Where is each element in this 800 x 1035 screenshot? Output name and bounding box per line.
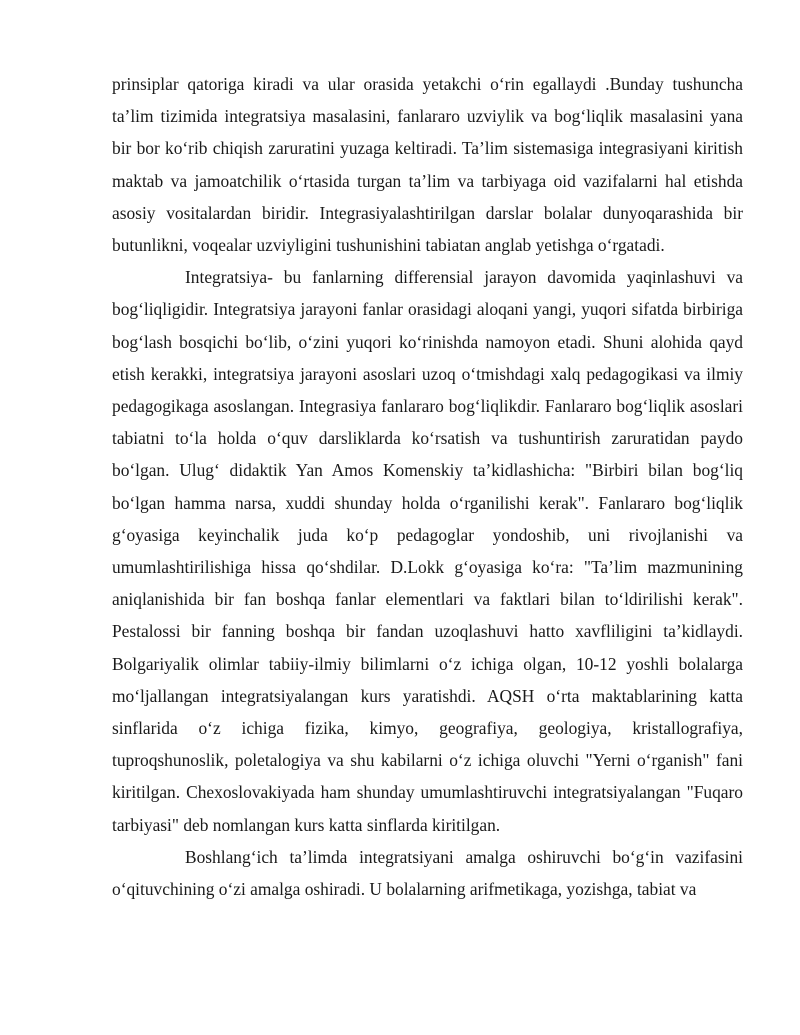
paragraph-1: prinsiplar qatoriga kiradi va ular orasida yetakchi o‘rin egallaydi .Bunday tushuncha ta’lim tizimida integratsiya masalasini, fanlararo uzviylik va bog‘liqlik masalasini yana bir bor ko‘rib chiqish zaruratini yuzaga keltiradi. Ta’lim sistemasiga integrasiyani kiritish maktab va jamoatchilik o‘rtasida turgan ta’lim va tarbiyaga oid vazifalarni hal etishda asosiy vositalardan biridir. Integrasiyalashtirilgan darslar bolalar dunyoqarashida bir butunlikni, voqealar uzviyligini tushunishini tabiatan anglab yetishga o‘rgatadi. <box>112 74 743 256</box>
document-page <box>112 68 743 905</box>
paragraph-3: Boshlang‘ich ta’limda integratsiyani amalga oshiruvchi bo‘g‘in vazifasini o‘qituvchining o‘zi amalga oshiradi. U bolalarning arifmetikaga, yozishga, tabiat va <box>112 846 743 900</box>
paragraph-2: Integratsiya- bu fanlarning differensial jarayon davomida yaqinlashuvi va bog‘liqligidir. Integratsiya jarayoni fanlar orasidagi aloqani yangi, yuqori sifatda birbiriga bog‘lash bosqichi bo‘lib, o‘zini yuqori ko‘rinishda namoyon etadi. Shuni alohida qayd etish kerakki, integratsiya jarayoni asoslari uzoq o‘tmishdagi xalq pedagogikasi va ilmiy pedagogikaga asoslangan. Integrasiya fanlararo bog‘liqlikdir. Fanlararo bog‘liqlik asoslari tabiatni to‘la holda o‘quv darsliklarda ko‘rsatish va tushuntirish zaruratidan paydo bo‘lgan. Ulug‘ didaktik Yan Amos Komenskiy ta’kidlashicha: "Birbiri bilan bog‘liq bo‘lgan hamma narsa, xuddi shunday holda o‘rganilishi kerak". Fanlararo bog‘liqlik g‘oyasiga keyinchalik juda ko‘p pedagoglar yondoshib, uni rivojlanishi va umumlashtirilishiga hissa qo‘shdilar. D.Lokk g‘oyasiga ko‘ra: "Ta’lim mazmunining aniqlanishida bir fan boshqa fanlar elementlari va faktlari bilan to‘ldirilishi kerak". Pestalossi bir fanning boshqa bir fandan uzoqlashuvi hatto xavfliligini ta’kidlaydi. Bolgariyalik olimlar tabiiy-ilmiy bilimlarni o‘z ichiga olgan, 10-12 yoshli bolalarga mo‘ljallangan integratsiyalangan kurs yaratishdi. AQSH o‘rta maktablarining katta sinflarida o‘z ichiga fizika, kimyo, geografiya, geologiya, kristallografiya, tuproqshunoslik, poletalogiya va shu kabilarni o‘z ichiga oluvchi "Yerni o‘rganish" fani kiritilgan. Chexoslovakiyada ham shunday umumlashtiruvchi integratsiyalangan "Fuqaro tarbiyasi" deb nomlangan kurs katta sinflarda kiritilgan. <box>112 267 743 835</box>
